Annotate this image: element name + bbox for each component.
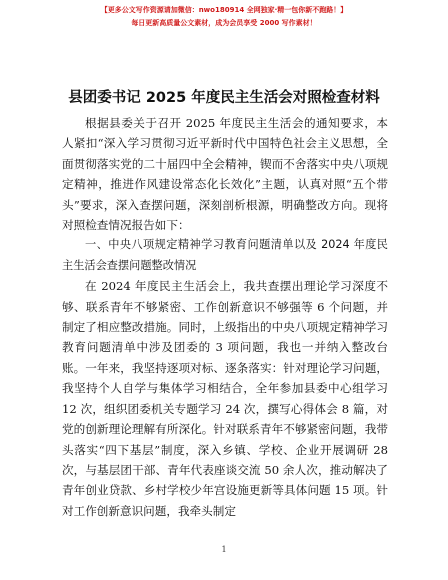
section-paragraph: 在 2024 年度民主生活会上，我共查摆出理论学习深度不够、联系青年不够紧密、工作创新意识不够强等 6 个问题，并制定了相应整改措施。同时，上级指出的中央八项规定精神学习教育问题清单中涉及团委的 3 项问题，我也一并纳入整改台账。一年来，我坚持逐项对标、逐条落实：针对理论学习问题，我坚持个人自学与集体学习相结合，全年参加县委中心组学习 12 次，组织团委机关专题学习 24 次，撰写心得体会 8 篇，对党的创新理论理解有所深化。针对联系青年不够紧密问题，我带头落实“四下基层”制度，深入乡镇、学校、企业开展调研 28 次，与基层团干部、青年代表座谈交流 50 余人次，推动解决了青年创业贷款、乡村学校少年宫设施更新等具体问题 15 项。针对工作创新意识问题，我牵头制定 — [62, 279, 388, 518]
page-number: 1 — [221, 545, 227, 554]
promo-banner-line-2: 每日更新高质量公文素材，成为会员享受 2000 写作素材！ — [131, 19, 317, 27]
intro-paragraph: 根据县委关于召开 2025 年度民主生活会的通知要求，本人紧扣“深入学习贯彻习近平新时代中国特色社会主义思想，全面贯彻落实党的二十届四中全会精神，锲而不舍落实中央八项规定精神，推进作风建设常态化长效化”主题，认真对照“五个带头”要求，深入查摆问题，深刻剖析根源，明确整改方向。现将对照检查情况报告如下： — [62, 116, 388, 233]
section-heading: 一、中央八项规定精神学习教育问题清单以及 2024 年度民主生活会查摆问题整改情况 — [62, 238, 388, 272]
promo-banner-line-1: 【更多公文写作资源请加微信：nwo180914 全网独家·精一包你新不跑路！】 — [100, 6, 348, 14]
document-body — [62, 113, 388, 521]
document-title: 县团委书记 2025 年度民主生活会对照检查材料 — [68, 90, 380, 106]
